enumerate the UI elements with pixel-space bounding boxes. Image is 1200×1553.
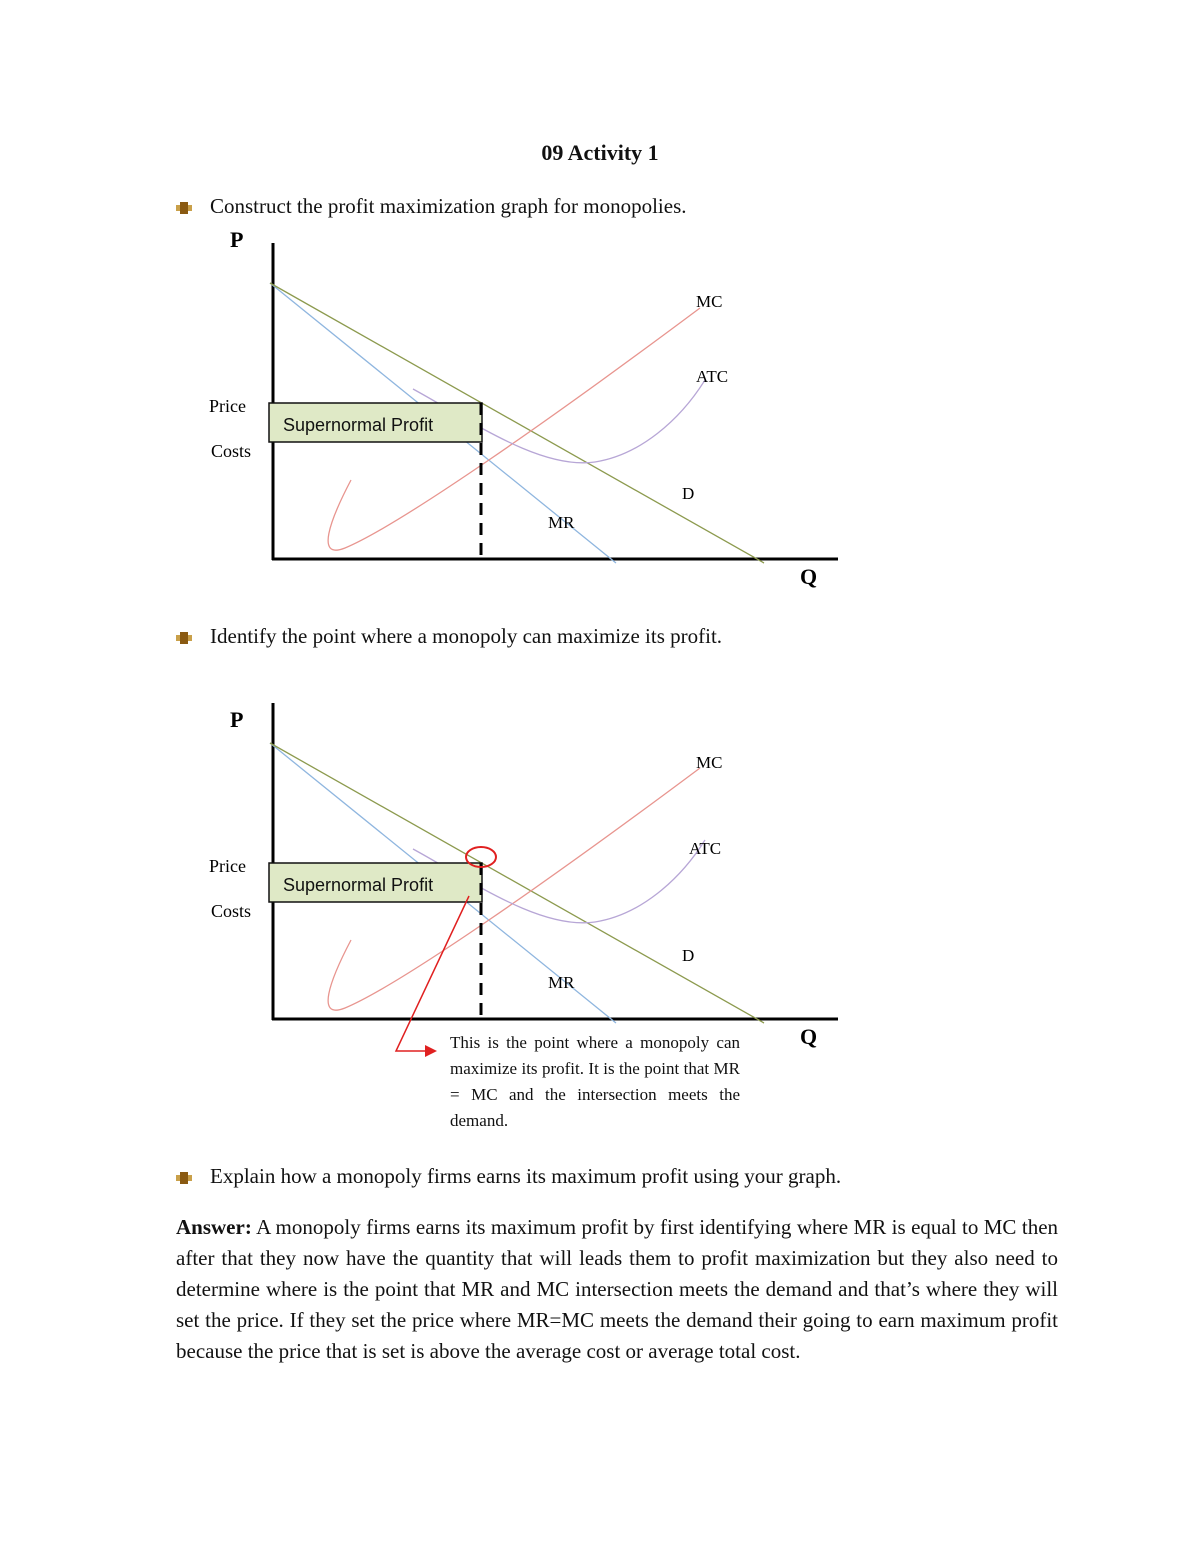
price-label: Price xyxy=(209,856,246,876)
profit-maximization-graph-2 xyxy=(190,682,850,1052)
mc-label: MC xyxy=(696,292,723,311)
profit-box-label: Supernormal Profit xyxy=(283,415,434,435)
bullet-construct-graph: Construct the profit maximization graph for monopolies. xyxy=(176,194,687,219)
bullet-icon xyxy=(176,632,192,644)
answer-label: Answer: xyxy=(176,1215,252,1239)
profit-box-label: Supernormal Profit xyxy=(283,875,434,895)
mr-label: MR xyxy=(548,973,575,992)
answer-paragraph xyxy=(176,1212,1058,1367)
costs-label: Costs xyxy=(211,901,252,921)
page-title: 09 Activity 1 xyxy=(541,140,659,165)
bullet-icon xyxy=(176,1172,192,1184)
annotation-callout: This is the point where a monopoly can maximize its profit. It is the point that MR = MC and the intersection meets the demand. xyxy=(450,1033,740,1130)
arrow-head-icon xyxy=(425,1045,437,1057)
bullet-explain-profit: Explain how a monopoly firms earns its maximum profit using your graph. xyxy=(176,1164,841,1189)
atc-label: ATC xyxy=(689,839,722,858)
mc-label: MC xyxy=(696,753,723,772)
answer-text: A monopoly firms earns its maximum profit by first identifying where MR is equal to MC then after that they now have the quantity that will leads them to profit maximization but they also need to determine where is the point that MR and MC intersection meets the demand and that’s where they will set the price. If they set the price where MR=MC meets the demand their going to earn maximum profit because the price that is set is above the average cost or average total cost. xyxy=(176,1215,1059,1363)
price-label: Price xyxy=(209,396,246,416)
bullet-icon xyxy=(176,202,192,214)
profit-maximization-graph-1 xyxy=(190,222,850,592)
y-axis-label: P xyxy=(230,227,244,252)
atc-label: ATC xyxy=(696,367,729,386)
demand-label: D xyxy=(682,946,695,965)
y-axis-label: P xyxy=(230,707,244,732)
mr-label: MR xyxy=(548,513,575,532)
costs-label: Costs xyxy=(211,441,252,461)
x-axis-label: Q xyxy=(800,564,818,589)
demand-label: D xyxy=(682,484,695,503)
x-axis-label: Q xyxy=(800,1024,818,1049)
bullet-identify-point: Identify the point where a monopoly can maximize its profit. xyxy=(176,624,722,649)
